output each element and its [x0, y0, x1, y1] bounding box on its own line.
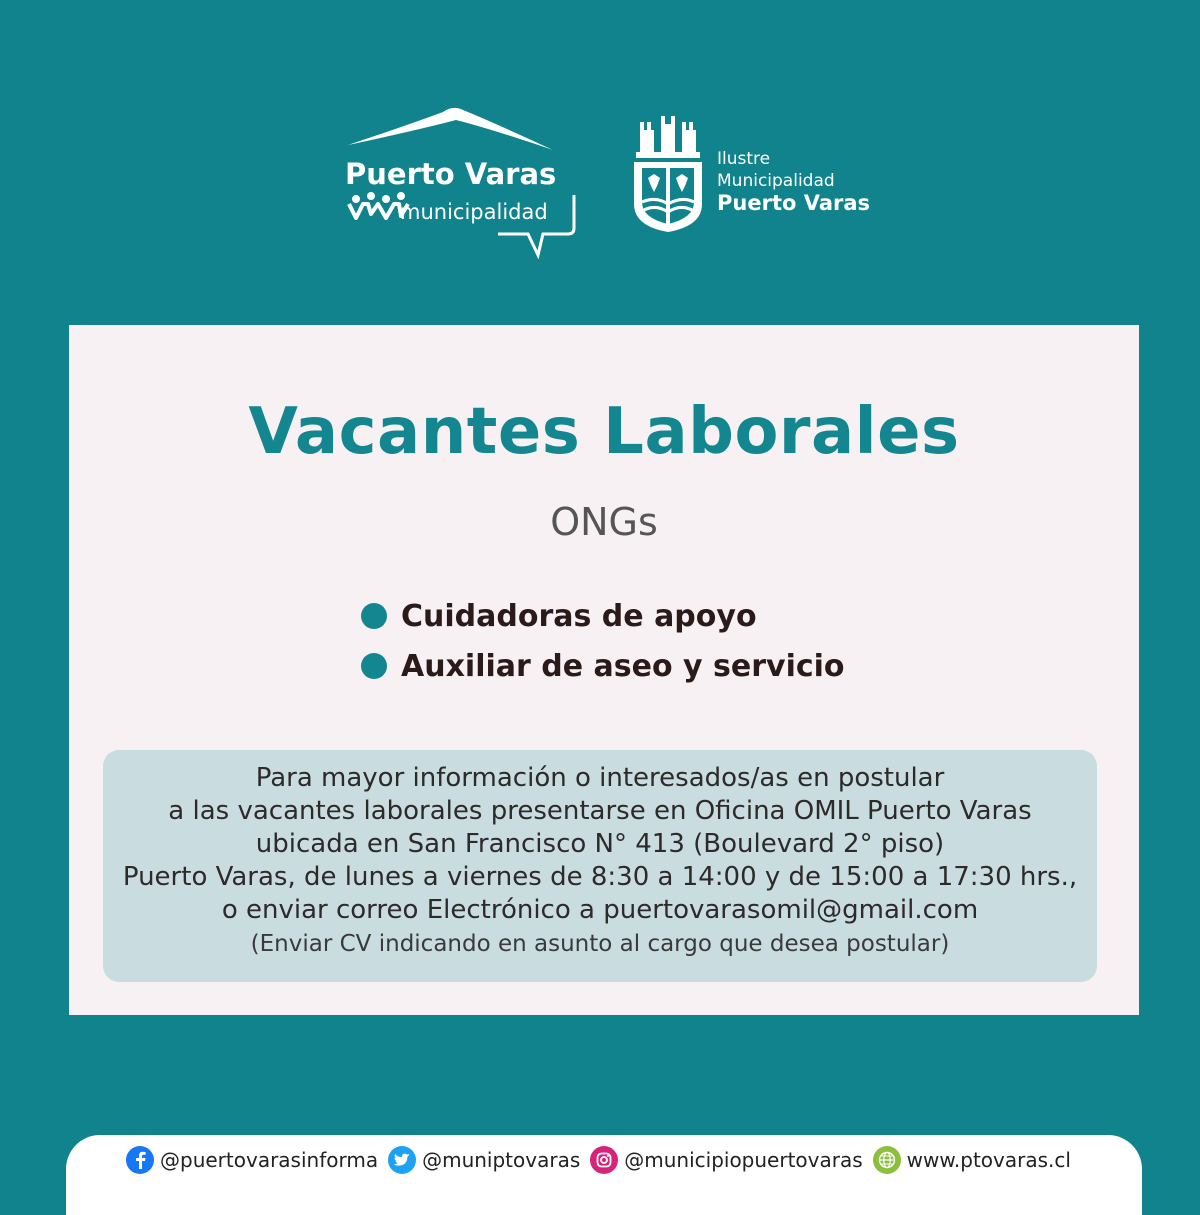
muni-line3: Puerto Varas: [717, 191, 871, 215]
vacancy-list: [361, 591, 845, 691]
website-link[interactable]: [873, 1146, 1071, 1174]
info-line: ubicada en San Francisco N° 413 (Boulevard 2° piso): [255, 829, 945, 859]
info-line: Puerto Varas, de lunes a viernes de 8:30 a 14:00 y de 15:00 a 17:30 hrs.,: [122, 862, 1078, 892]
instagram-link[interactable]: [590, 1146, 862, 1174]
brand-sub: municipalidad: [400, 200, 548, 224]
twitter-icon: [388, 1146, 416, 1174]
municipal-crest-icon: [628, 116, 708, 234]
twitter-link[interactable]: [388, 1146, 580, 1174]
info-line: a las vacantes laborales presentarse en Oficina OMIL Puerto Varas: [168, 796, 1032, 826]
vacancy-label: Cuidadoras de apoyo: [401, 598, 757, 634]
list-item: [361, 591, 845, 641]
info-box: [103, 750, 1097, 982]
twitter-handle: @muniptovaras: [422, 1148, 581, 1172]
brand-name: Puerto Varas: [345, 157, 557, 191]
social-links: [126, 1146, 1081, 1174]
website-url: www.ptovaras.cl: [906, 1148, 1071, 1172]
facebook-handle: @puertovarasinforma: [160, 1148, 379, 1172]
bullet-icon: [361, 653, 387, 679]
globe-icon: [873, 1146, 901, 1174]
municipality-text: [717, 148, 870, 214]
instagram-icon: [590, 1146, 618, 1174]
page-title: Vacantes Laborales: [248, 395, 960, 469]
footer: [66, 1135, 1142, 1215]
bullet-icon: [361, 603, 387, 629]
vacancies-card: [69, 325, 1139, 1015]
info-line: Para mayor información o interesados/as en postular: [255, 763, 945, 793]
info-line-email[interactable]: o enviar correo Electrónico a puertovarasomil@gmail.com: [221, 895, 979, 925]
logo-area: [0, 100, 1200, 270]
muni-line1: Ilustre: [717, 149, 771, 169]
page-subtitle: ONGs: [550, 500, 658, 544]
muni-line2: Municipalidad: [717, 171, 835, 191]
info-note: (Enviar CV indicando en asunto al cargo que desea postular): [250, 931, 950, 957]
facebook-icon: [126, 1146, 154, 1174]
vacancy-label: Auxiliar de aseo y servicio: [401, 648, 845, 684]
list-item: [361, 641, 845, 691]
instagram-handle: @municipiopuertovaras: [624, 1148, 863, 1172]
facebook-link[interactable]: [126, 1146, 378, 1174]
